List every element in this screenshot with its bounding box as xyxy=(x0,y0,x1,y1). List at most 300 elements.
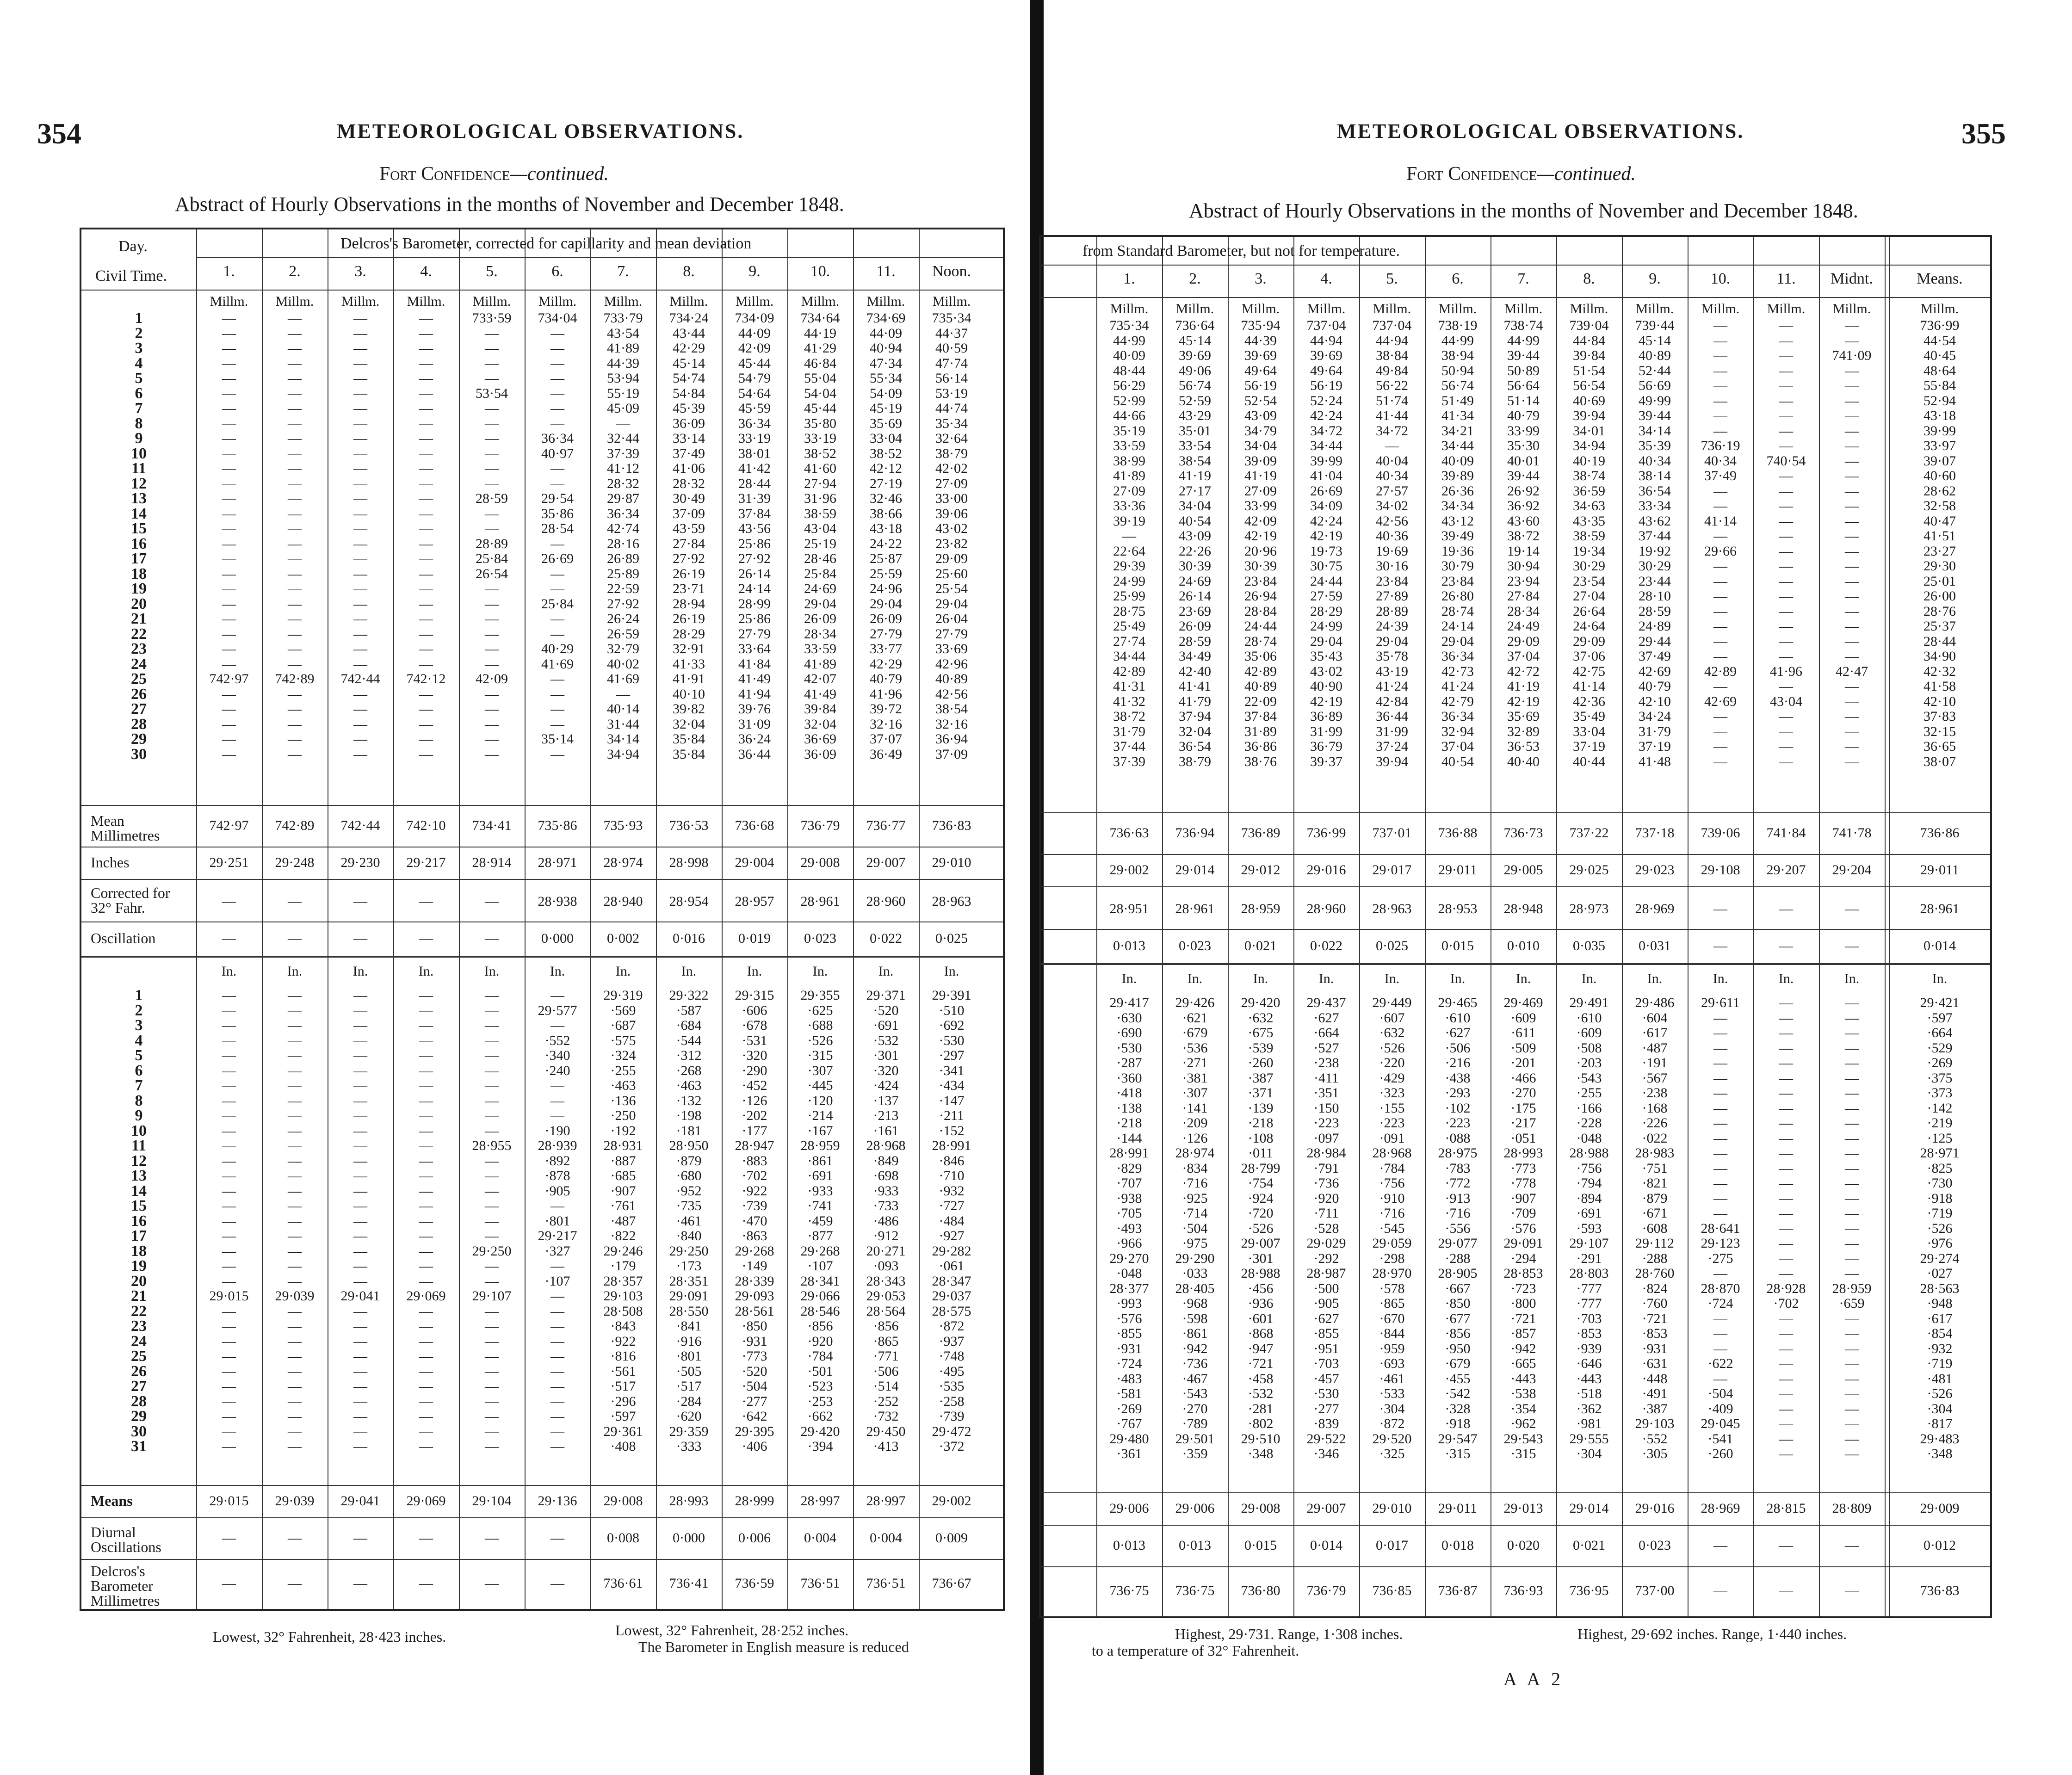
left-span-header: Delcros's Barometer, corrected for capillarity and mean deviation xyxy=(340,235,752,252)
summary-value: 28·953 xyxy=(1438,901,1478,916)
summary-value: — xyxy=(222,931,236,946)
label-mean-mm: Mean Millimetres xyxy=(91,812,160,844)
summary-value: 28·963 xyxy=(1372,901,1412,916)
day-column-dec: 1 2 3 4 5 6 7 8 9 10 11 12 13 14 15 16 17 18 19 20 21 22 23 24 25 26 27 28 29 30 31 xyxy=(131,987,147,1455)
data-column: 29·315 ·606 ·678 ·531 ·320 ·290 ·452 ·126 ·202 ·177 28·947 ·883 ·702 ·922 ·739 ·470 ·863 29·268 ·149 28·339 29·093 28·561 ·850 ·931 ·773 ·520 ·504 ·277 ·642 29·395 ·406 xyxy=(735,988,774,1454)
summary-value: 29·010 xyxy=(932,855,971,870)
summary-value: 0·021 xyxy=(1244,938,1277,953)
summary-value: 29·041 xyxy=(340,1493,380,1509)
summary-value: — xyxy=(419,931,433,946)
unit-label: Millm. xyxy=(1110,301,1149,316)
summary-value: 29·069 xyxy=(406,1493,446,1509)
data-column: 738·74 44·99 39·44 50·89 56·64 51·14 40·79 33·99 35·30 40·01 39·44 26·92 36·92 43·60 38·72 19·14 30·94 23·94 27·84 28·34 24·49 29·09 37·04 42·72 41·19 42·19 35·69 32·89 36·53 40·40 xyxy=(1503,318,1543,769)
summary-value: 29·104 xyxy=(472,1493,512,1509)
unit-label: Millm. xyxy=(1767,301,1806,316)
summary-value: 28·997 xyxy=(866,1493,906,1509)
summary-value: 28·940 xyxy=(603,894,643,909)
data-column: 735·94 44·39 39·69 49·64 56·19 52·54 43·09 34·79 34·04 39·09 41·19 27·09 33·99 42·09 42·19 20·96 30·39 23·84 26·94 28·84 24·44 28·74 35·06 42·89 40·89 22·09 37·84 31·89 36·86 38·76 xyxy=(1241,318,1280,769)
data-column: 29·611 — — — — — — — — — — — — — — 28·641 29·123 ·275 — 28·870 ·724 — — — ·622 — ·504 ·409 29·045 ·541 ·260 xyxy=(1701,995,1740,1461)
summary-value: 29·008 xyxy=(603,1493,643,1509)
summary-value: 28·959 xyxy=(1241,901,1280,916)
unit-label: Millm. xyxy=(472,294,511,309)
unit-label: Millm. xyxy=(604,294,643,309)
unit-label: In. xyxy=(878,964,894,979)
data-column: — — — — — — — — — — — — — — — — — — — — 29·069 — — — — — — — — — — xyxy=(406,988,446,1454)
summary-value: 736·79 xyxy=(800,818,840,833)
summary-value: 29·014 xyxy=(1175,862,1215,878)
summary-value: 736·83 xyxy=(1920,1583,1960,1598)
summary-value: 736·86 xyxy=(1920,825,1960,841)
unit-label: Millm. xyxy=(735,294,774,309)
unit-label: Millm. xyxy=(1701,301,1740,316)
summary-value: 0·021 xyxy=(1573,1538,1605,1553)
summary-value: 736·87 xyxy=(1438,1583,1478,1598)
summary-value: 736·63 xyxy=(1109,825,1149,841)
summary-value: — xyxy=(1779,1583,1793,1598)
summary-value: 29·011 xyxy=(1438,1501,1477,1516)
hour-header: 3. xyxy=(354,263,366,280)
data-column: 735·34 44·37 40·59 47·74 56·14 53·19 44·74 35·34 32·64 38·79 42·02 27·09 33·00 39·06 43·02 23·82 29·09 25·60 25·54 29·04 26·04 27·79 33·69 42·96 40·89 42·56 38·54 32·16 36·94 37·09 xyxy=(932,310,971,762)
summary-value: — xyxy=(1845,938,1859,953)
summary-value: — xyxy=(222,1530,236,1546)
summary-value: 0·004 xyxy=(804,1530,836,1546)
summary-value: 0·031 xyxy=(1639,938,1671,953)
summary-value: 736·59 xyxy=(735,1576,774,1591)
unit-label: In. xyxy=(681,964,697,979)
unit-label: In. xyxy=(550,964,565,979)
summary-value: 742·44 xyxy=(340,818,380,833)
summary-value: — xyxy=(288,931,302,946)
unit-label: Millm. xyxy=(1175,301,1214,316)
hour-header: 2. xyxy=(1189,270,1201,287)
data-column: 733·79 43·54 41·89 44·39 53·94 55·19 45·09 — 32·44 37·39 41·12 28·32 29·87 36·34 42·74 28·16 26·89 25·89 22·59 27·92 26·24 26·59 32·79 40·02 41·69 — 40·14 31·44 34·14 34·94 xyxy=(603,310,643,762)
data-column: 29·426 ·621 ·679 ·536 ·271 ·381 ·307 ·141 ·209 ·126 28·974 ·834 ·716 ·925 ·714 ·504 ·975 29·290 ·033 28·405 ·968 ·598 ·861 ·942 ·736 ·467 ·543 ·270 ·789 29·501 ·359 xyxy=(1175,995,1215,1461)
summary-value: — xyxy=(485,894,499,909)
summary-value: 28·969 xyxy=(1635,901,1675,916)
summary-value: 29·207 xyxy=(1766,862,1806,878)
footnote-left-c: The Barometer in English measure is reduced xyxy=(638,1639,909,1655)
data-column: — — — — — — — — — — — — — — — — — — — — — — — — 742·12 — — — — — xyxy=(406,310,446,762)
summary-value: 737·18 xyxy=(1635,825,1675,841)
summary-value: 28·961 xyxy=(1175,901,1215,916)
summary-value: 28·999 xyxy=(735,1493,774,1509)
page-number-left: 354 xyxy=(37,117,81,150)
summary-value: 736·85 xyxy=(1372,1583,1412,1598)
summary-value: 29·004 xyxy=(735,855,774,870)
unit-label: Millm. xyxy=(538,294,577,309)
label-diurnal: Diurnal Oscillations xyxy=(91,1524,161,1555)
summary-value: 736·83 xyxy=(932,818,971,833)
summary-value: 28·948 xyxy=(1503,901,1543,916)
summary-value: 28·971 xyxy=(538,855,577,870)
hour-header: 10. xyxy=(1710,270,1731,287)
summary-value: 736·75 xyxy=(1109,1583,1149,1598)
summary-value: 28·974 xyxy=(603,855,643,870)
summary-value: — xyxy=(419,1530,433,1546)
right-table xyxy=(1039,235,1992,1618)
summary-value: 736·53 xyxy=(669,818,709,833)
unit-label: Millm. xyxy=(1920,301,1959,316)
unit-label: In. xyxy=(1253,971,1268,986)
summary-value: 0·014 xyxy=(1310,1538,1342,1553)
summary-value: 29·011 xyxy=(1438,862,1477,878)
unit-label: Millm. xyxy=(1504,301,1543,316)
summary-value: 736·88 xyxy=(1438,825,1478,841)
summary-value: 29·013 xyxy=(1503,1501,1543,1516)
summary-value: 0·023 xyxy=(1639,1538,1671,1553)
label-means: Means xyxy=(91,1492,133,1509)
summary-value: 28·960 xyxy=(1306,901,1346,916)
unit-label: Millm. xyxy=(1570,301,1608,316)
data-column: 29·391 ·510 ·692 ·530 ·297 ·341 ·434 ·147 ·211 ·152 28·991 ·846 ·710 ·932 ·727 ·484 ·927 29·282 ·061 28·347 29·037 28·575 ·872 ·937 ·748 ·495 ·535 ·258 ·739 29·472 ·372 xyxy=(932,988,971,1454)
summary-value: — xyxy=(288,1576,302,1591)
abstract-title-left: Abstract of Hourly Observations in the months of November and December 1848. xyxy=(175,193,844,216)
summary-value: — xyxy=(419,894,433,909)
summary-value: 736·80 xyxy=(1241,1583,1280,1598)
hour-header: 5. xyxy=(486,263,498,280)
summary-value: 734·41 xyxy=(472,818,512,833)
data-column: — — — — — — — — — — — — — — — — — — — — — — — — 742·97 — — — — — xyxy=(209,310,249,762)
unit-label: Millm. xyxy=(341,294,380,309)
summary-value: 29·039 xyxy=(275,1493,315,1509)
hour-header: 8. xyxy=(1583,270,1595,287)
unit-label: Millm. xyxy=(1635,301,1674,316)
data-column: 736·64 45·14 39·69 49·06 56·74 52·59 43·29 35·01 33·54 38·54 41·19 27·17 34·04 40·54 43·09 22·26 30·39 24·69 26·14 23·69 26·09 28·59 34·49 42·40 41·41 41·79 37·94 32·04 36·54 38·79 xyxy=(1175,318,1215,769)
footnote-right-b: to a temperature of 32° Fahrenheit. xyxy=(1092,1642,1299,1659)
summary-value: 736·77 xyxy=(866,818,906,833)
summary-value: 736·94 xyxy=(1175,825,1215,841)
unit-label: In. xyxy=(484,964,500,979)
day-column-nov: 1 2 3 4 5 6 7 8 9 10 11 12 13 14 15 16 17 18 19 20 21 22 23 24 25 26 27 28 29 30 xyxy=(131,309,147,763)
data-column: 29·437 ·627 ·664 ·527 ·238 ·411 ·351 ·150 ·223 ·097 28·984 ·791 ·736 ·920 ·711 ·528 29·029 ·292 28·987 ·500 ·905 ·627 ·855 ·951 ·703 ·457 ·530 ·277 ·839 29·522 ·346 xyxy=(1306,995,1346,1461)
summary-value: 0·013 xyxy=(1113,938,1145,953)
footnote-left-a: Lowest, 32° Fahrenheit, 28·423 inches. xyxy=(213,1628,446,1645)
data-column: — — — — — — — — — — — — — — — — — — — 28·959 ·659 — — — — — — — — — — xyxy=(1832,995,1872,1461)
summary-value: 741·78 xyxy=(1832,825,1872,841)
summary-value: 0·013 xyxy=(1113,1538,1145,1553)
summary-value: — xyxy=(1779,1538,1793,1553)
summary-value: 28·809 xyxy=(1832,1501,1872,1516)
hour-header: 8. xyxy=(683,263,695,280)
summary-value: 736·93 xyxy=(1503,1583,1543,1598)
unit-label: In. xyxy=(287,964,303,979)
unit-label: In. xyxy=(221,964,237,979)
summary-value: 28·961 xyxy=(800,894,840,909)
data-column: 29·322 ·587 ·684 ·544 ·312 ·268 ·463 ·132 ·198 ·181 28·950 ·879 ·680 ·952 ·735 ·461 ·840 29·250 ·173 28·351 29·091 28·550 ·841 ·916 ·801 ·505 ·517 ·284 ·620 29·359 ·333 xyxy=(669,988,709,1454)
summary-value: 0·016 xyxy=(673,931,705,946)
summary-value: 736·75 xyxy=(1175,1583,1215,1598)
summary-value: — xyxy=(419,1576,433,1591)
summary-value: 0·009 xyxy=(935,1530,968,1546)
summary-value: — xyxy=(353,894,367,909)
subtitle-left: Fort Confidence—continued. xyxy=(379,163,609,185)
unit-label: In. xyxy=(1778,971,1794,986)
civil-time-header: Civil Time. xyxy=(95,267,167,284)
summary-value: — xyxy=(1845,901,1859,916)
summary-value: 29·108 xyxy=(1701,862,1740,878)
running-head-left: METEOROLOGICAL OBSERVATIONS. xyxy=(337,120,744,142)
summary-value: 28·954 xyxy=(669,894,709,909)
label-inches: Inches xyxy=(91,854,130,871)
summary-value: 29·017 xyxy=(1372,862,1412,878)
summary-value: 736·79 xyxy=(1306,1583,1346,1598)
summary-value: — xyxy=(222,894,236,909)
summary-value: 28·938 xyxy=(538,894,577,909)
summary-value: 28·951 xyxy=(1109,901,1149,916)
summary-value: 0·015 xyxy=(1244,1538,1277,1553)
unit-label: In. xyxy=(1384,971,1400,986)
summary-value: 28·960 xyxy=(866,894,906,909)
unit-label: In. xyxy=(812,964,828,979)
unit-label: Millm. xyxy=(275,294,314,309)
data-column: 29·420 ·632 ·675 ·539 ·260 ·387 ·371 ·139 ·218 ·108 ·011 28·799 ·754 ·924 ·720 ·526 29·007 ·301 28·988 ·456 ·936 ·601 ·868 ·947 ·721 ·458 ·532 ·281 ·802 29·510 ·348 xyxy=(1241,995,1280,1461)
summary-value: 736·41 xyxy=(669,1576,709,1591)
data-column: 29·469 ·609 ·611 ·509 ·201 ·466 ·270 ·175 ·217 ·051 28·993 ·773 ·778 ·907 ·709 ·576 29·091 ·294 28·853 ·723 ·800 ·721 ·857 ·942 ·665 ·443 ·538 ·354 ·962 29·543 ·315 xyxy=(1503,995,1543,1461)
summary-value: 29·009 xyxy=(1920,1501,1960,1516)
summary-value: 28·957 xyxy=(735,894,774,909)
unit-label: In. xyxy=(747,964,762,979)
data-column: — — — — — — — — — — — — — — — — — — — — 29·041 — — — — — — — — — — xyxy=(340,988,380,1454)
hour-header: 3. xyxy=(1255,270,1267,287)
summary-value: — xyxy=(1713,901,1727,916)
hour-header: 11. xyxy=(876,263,896,280)
day-header: Day. xyxy=(118,238,148,255)
unit-label: Millm. xyxy=(801,294,840,309)
summary-value: 736·51 xyxy=(800,1576,840,1591)
hour-header: Noon. xyxy=(932,263,971,280)
data-column: — — 741·09 — — — — — — — — — — — — — — — — — — — — 42·47 — — — — — — xyxy=(1832,318,1872,769)
summary-value: 29·002 xyxy=(1109,862,1149,878)
summary-value: — xyxy=(550,1530,564,1546)
summary-value: 0·006 xyxy=(738,1530,771,1546)
summary-value: 0·014 xyxy=(1924,938,1956,953)
data-column: 29·417 ·630 ·690 ·530 ·287 ·360 ·418 ·138 ·218 ·144 28·991 ·829 ·707 ·938 ·705 ·493 ·966 29·270 ·048 28·377 ·993 ·576 ·855 ·931 ·724 ·483 ·581 ·269 ·767 29·480 ·361 xyxy=(1109,995,1149,1461)
data-column: 739·04 44·84 39·84 51·54 56·54 40·69 39·94 34·01 34·94 40·19 38·74 36·59 34·63 43·35 38·59 19·34 30·29 23·54 27·04 26·64 24·64 29·09 37·06 42·75 41·14 42·36 35·49 33·04 37·19 40·44 xyxy=(1569,318,1609,769)
data-column: — — — — — — — — — — 28·955 — — — — — — 29·250 — — 29·107 — — — — — — — — — — xyxy=(472,988,512,1454)
summary-value: 736·51 xyxy=(866,1576,906,1591)
unit-label: Millm. xyxy=(1307,301,1346,316)
summary-value: — xyxy=(550,1576,564,1591)
summary-value: 28·815 xyxy=(1766,1501,1806,1516)
summary-value: 28·973 xyxy=(1569,901,1609,916)
summary-value: — xyxy=(1845,1583,1859,1598)
summary-value: 0·015 xyxy=(1441,938,1474,953)
data-column: 29·355 ·625 ·688 ·526 ·315 ·307 ·445 ·120 ·214 ·167 28·959 ·861 ·691 ·933 ·741 ·459 ·877 29·268 ·107 28·341 29·066 28·546 ·856 ·920 ·784 ·501 ·523 ·253 ·662 29·420 ·394 xyxy=(800,988,840,1454)
summary-value: — xyxy=(353,931,367,946)
unit-label: Millm. xyxy=(866,294,905,309)
summary-value: 0·025 xyxy=(1376,938,1408,953)
data-column: 29·421 ·597 ·664 ·529 ·269 ·375 ·373 ·142 ·219 ·125 28·971 ·825 ·730 ·918 ·719 ·526 ·976 29·274 ·027 28·563 ·948 ·617 ·854 ·932 ·719 ·481 ·526 ·304 ·817 29·483 ·348 xyxy=(1920,995,1960,1461)
data-column: 29·371 ·520 ·691 ·532 ·301 ·320 ·424 ·137 ·213 ·161 28·968 ·849 ·698 ·933 ·733 ·486 ·912 20·271 ·093 28·343 29·053 28·564 ·856 ·865 ·771 ·506 ·514 ·252 ·732 29·450 ·413 xyxy=(866,988,906,1454)
summary-value: 29·007 xyxy=(866,855,906,870)
data-column: 29·486 ·604 ·617 ·487 ·191 ·567 ·238 ·168 ·226 ·022 28·983 ·751 ·821 ·879 ·671 ·608 29·112 ·288 28·760 ·824 ·760 ·721 ·853 ·931 ·631 ·448 ·491 ·387 29·103 ·552 ·305 xyxy=(1635,995,1675,1461)
summary-value: 29·008 xyxy=(800,855,840,870)
hour-header: Means. xyxy=(1917,270,1963,287)
unit-label: In. xyxy=(1318,971,1334,986)
summary-value: 0·022 xyxy=(870,931,902,946)
unit-label: Millm. xyxy=(1438,301,1477,316)
hour-header: 4. xyxy=(420,263,432,280)
summary-value: — xyxy=(1845,1538,1859,1553)
data-column: — 29·577 — ·552 ·340 ·240 — — — ·190 28·939 ·892 ·878 ·905 — ·801 29·217 ·327 — ·107 — — — — — — — — — — — xyxy=(538,988,577,1454)
unit-label: In. xyxy=(1844,971,1860,986)
summary-value: 28·969 xyxy=(1701,1501,1740,1516)
data-column: 733·59 — — — — 53·54 — — — — — — 28·59 — — 28·89 25·84 26·54 — — — — — — 42·09 — — — — — xyxy=(472,310,512,762)
summary-value: 0·010 xyxy=(1507,938,1540,953)
data-column: — — — — — — — — — — — — — — — — — — — 28·928 ·702 — — — — — — — — — — xyxy=(1766,995,1806,1461)
data-column: 29·319 ·569 ·687 ·575 ·324 ·255 ·463 ·136 ·250 ·192 28·931 ·887 ·685 ·907 ·761 ·487 ·822 29·246 ·179 28·357 29·103 28·508 ·843 ·922 ·816 ·561 ·517 ·296 ·597 29·361 ·408 xyxy=(603,988,643,1454)
summary-value: 29·015 xyxy=(209,1493,249,1509)
unit-label: Millm. xyxy=(407,294,445,309)
unit-label: In. xyxy=(1932,971,1948,986)
right-span-header: from Standard Barometer, but not for temperature. xyxy=(1082,242,1400,260)
footnote-left-b: Lowest, 32° Fahrenheit, 28·252 inches. xyxy=(615,1622,849,1639)
unit-label: Millm. xyxy=(932,294,971,309)
summary-value: 0·013 xyxy=(1179,1538,1211,1553)
summary-value: 736·89 xyxy=(1241,825,1280,841)
summary-value: 0·004 xyxy=(870,1530,902,1546)
unit-label: In. xyxy=(1647,971,1663,986)
summary-value: 739·06 xyxy=(1701,825,1740,841)
unit-label: Millm. xyxy=(210,294,248,309)
left-table xyxy=(80,228,1005,1611)
data-column: 29·465 ·610 ·627 ·506 ·216 ·438 ·293 ·102 ·223 ·088 28·975 ·783 ·772 ·913 ·716 ·556 29·077 ·288 28·905 ·667 ·850 ·677 ·856 ·950 ·679 ·455 ·542 ·328 ·918 29·547 ·315 xyxy=(1438,995,1478,1461)
data-column: 734·24 43·44 42·29 45·14 54·74 54·84 45·39 36·09 33·14 37·49 41·06 28·32 30·49 37·09 43·59 27·84 27·92 26·19 23·71 28·94 26·19 28·29 32·91 41·33 41·91 40·10 39·82 32·04 35·84 35·84 xyxy=(669,310,709,762)
data-column: 736·99 44·54 40·45 48·64 55·84 52·94 43·18 39·99 33·97 39·07 40·60 28·62 32·58 40·47 41·51 23·27 29·30 25·01 26·00 28·76 25·37 28·44 34·90 42·32 41·58 42·10 37·83 32·15 36·65 38·07 xyxy=(1920,318,1960,769)
hour-header: 9. xyxy=(1649,270,1661,287)
summary-value: 735·86 xyxy=(538,818,577,833)
summary-value: 29·010 xyxy=(1372,1501,1412,1516)
unit-label: Millm. xyxy=(1241,301,1280,316)
summary-value: 0·035 xyxy=(1573,938,1605,953)
data-column: 734·04 — — — — — — — 36·34 40·97 — — 29·54 35·86 28·54 — 26·69 — — 25·84 — — 40·29 41·69 — — — — 35·14 — xyxy=(538,310,577,762)
summary-value: 737·01 xyxy=(1372,825,1412,841)
data-column: 739·44 45·14 40·89 52·44 56·69 49·99 39·44 34·14 35·39 40·34 38·14 36·54 33·34 43·62 37·44 19·92 30·29 23·44 28·10 28·59 24·89 29·44 37·49 42·69 40·79 42·10 34·24 31·79 37·19 41·48 xyxy=(1635,318,1675,769)
summary-value: 736·61 xyxy=(603,1576,643,1591)
data-column: 738·19 44·99 38·94 50·94 56·74 51·49 41·34 34·21 34·44 40·09 39·89 26·36 34·34 43·12 39·49 19·36 30·79 23·84 26·80 28·74 24·14 29·04 36·34 42·73 41·24 42·79 36·34 32·94 37·04 40·54 xyxy=(1438,318,1478,769)
footnote-right-c: Highest, 29·692 inches. Range, 1·440 inches. xyxy=(1577,1626,1847,1642)
summary-value: 29·251 xyxy=(209,855,249,870)
unit-label: In. xyxy=(1515,971,1531,986)
summary-value: 0·008 xyxy=(607,1530,639,1546)
summary-value: 29·008 xyxy=(1241,1501,1280,1516)
summary-value: 29·002 xyxy=(932,1493,971,1509)
summary-value: 0·002 xyxy=(607,931,639,946)
summary-value: 28·961 xyxy=(1920,901,1960,916)
data-column: — — — — — — — — — — — — — — — — — — — — 29·015 — — — — — — — — — — xyxy=(209,988,249,1454)
summary-value: 0·019 xyxy=(738,931,771,946)
summary-value: 29·011 xyxy=(1920,862,1959,878)
data-column: — — — — — — — — — — — — — — — — — — — — 29·039 — — — — — — — — — — xyxy=(275,988,315,1454)
summary-value: — xyxy=(353,1576,367,1591)
summary-value: — xyxy=(288,894,302,909)
data-column: 29·491 ·610 ·609 ·508 ·203 ·543 ·255 ·166 ·228 ·048 28·988 ·756 ·794 ·894 ·691 ·593 29·107 ·291 28·803 ·777 ·777 ·703 ·853 ·939 ·646 ·443 ·518 ·362 ·981 29·555 ·304 xyxy=(1569,995,1609,1461)
abstract-title-right: Abstract of Hourly Observations in the months of November and December 1848. xyxy=(1189,199,1858,222)
unit-label: In. xyxy=(1121,971,1137,986)
summary-value: 737·00 xyxy=(1635,1583,1675,1598)
summary-value: 736·67 xyxy=(932,1576,971,1591)
unit-label: In. xyxy=(1450,971,1466,986)
summary-value: 0·023 xyxy=(1179,938,1211,953)
label-oscillation: Oscillation xyxy=(91,930,156,946)
summary-value: 28·993 xyxy=(669,1493,709,1509)
unit-label: In. xyxy=(353,964,368,979)
data-column: 734·09 44·09 42·09 45·44 54·79 54·64 45·59 36·34 33·19 38·01 41·42 28·44 31·39 37·84 43·56 25·86 27·92 26·14 24·14 28·99 25·86 27·79 33·64 41·84 41·49 41·94 39·76 31·09 36·24 36·44 xyxy=(735,310,774,762)
hour-header: 10. xyxy=(810,263,830,280)
hour-header: Midnt. xyxy=(1831,270,1873,287)
summary-value: 0·012 xyxy=(1924,1538,1956,1553)
summary-value: 28·914 xyxy=(472,855,512,870)
summary-value: 29·005 xyxy=(1503,862,1543,878)
summary-value: 29·012 xyxy=(1241,862,1280,878)
hour-header: 1. xyxy=(1123,270,1135,287)
summary-value: — xyxy=(1779,901,1793,916)
summary-value: — xyxy=(288,1530,302,1546)
summary-value: 737·22 xyxy=(1569,825,1609,841)
summary-value: 0·020 xyxy=(1507,1538,1540,1553)
data-column: 737·04 44·94 38·84 49·84 56·22 51·74 41·44 34·72 — 40·04 40·34 27·57 34·02 42·56 40·36 19·69 30·16 23·84 27·89 28·89 24·39 29·04 35·78 43·19 41·24 42·84 36·44 31·99 37·24 39·94 xyxy=(1372,318,1412,769)
right-page xyxy=(1036,0,2072,1775)
hour-header: 2. xyxy=(289,263,301,280)
summary-value: 29·136 xyxy=(538,1493,577,1509)
summary-value: — xyxy=(1713,1583,1727,1598)
hour-header: 6. xyxy=(1452,270,1464,287)
summary-value: 29·023 xyxy=(1635,862,1675,878)
hour-header: 5. xyxy=(1386,270,1398,287)
unit-label: Millm. xyxy=(1832,301,1871,316)
signature-mark: A A 2 xyxy=(1503,1669,1565,1689)
unit-label: Millm. xyxy=(669,294,708,309)
page-number-right: 355 xyxy=(1961,117,2006,150)
summary-value: — xyxy=(1713,938,1727,953)
data-column: — — — — — — — — — — — — — — — — — — — — — — — — 742·44 — — — — — xyxy=(340,310,380,762)
data-column: 734·69 44·09 40·94 47·34 55·34 54·09 45·19 35·69 33·04 38·52 42·12 27·19 32·46 38·66 43·18 24·22 25·87 25·59 24·96 29·04 26·09 27·79 33·77 42·29 40·79 41·96 39·72 32·16 37·07 36·49 xyxy=(866,310,906,762)
data-column: — — — — — — — — — — — — — — — — — — — — — — — — 742·89 — — — — — xyxy=(275,310,315,762)
summary-value: 29·230 xyxy=(340,855,380,870)
data-column: 29·449 ·607 ·632 ·526 ·220 ·429 ·323 ·155 ·223 ·091 28·968 ·784 ·756 ·910 ·716 ·545 29·059 ·298 28·970 ·578 ·865 ·670 ·844 ·959 ·693 ·461 ·533 ·304 ·872 29·520 ·325 xyxy=(1372,995,1412,1461)
summary-value: 29·016 xyxy=(1306,862,1346,878)
hour-header: 1. xyxy=(223,263,235,280)
summary-value: — xyxy=(485,1576,499,1591)
unit-label: In. xyxy=(1713,971,1728,986)
summary-value: 736·95 xyxy=(1569,1583,1609,1598)
summary-value: — xyxy=(485,1530,499,1546)
summary-value: — xyxy=(353,1530,367,1546)
summary-value: — xyxy=(1779,938,1793,953)
summary-value: 0·018 xyxy=(1441,1538,1474,1553)
summary-value: 742·97 xyxy=(209,818,249,833)
summary-value: 0·000 xyxy=(673,1530,705,1546)
summary-value: 742·10 xyxy=(406,818,446,833)
label-delcros: Delcros's Barometer Millimetres xyxy=(91,1563,160,1609)
unit-label: In. xyxy=(1581,971,1597,986)
summary-value: 0·025 xyxy=(935,931,968,946)
unit-label: Millm. xyxy=(1373,301,1411,316)
hour-header: 7. xyxy=(1517,270,1529,287)
running-head-right: METEOROLOGICAL OBSERVATIONS. xyxy=(1337,120,1744,142)
summary-value: 735·93 xyxy=(603,818,643,833)
data-column: 735·34 44·99 40·09 48·44 56·29 52·99 44·66 35·19 33·59 38·99 41·89 27·09 33·36 39·19 — 22·64 29·39 24·99 25·99 28·75 25·49 27·74 34·44 42·89 41·31 41·32 38·72 31·79 37·44 37·39 xyxy=(1109,318,1149,769)
summary-value: 28·963 xyxy=(932,894,971,909)
summary-value: 29·025 xyxy=(1569,862,1609,878)
summary-value: 29·217 xyxy=(406,855,446,870)
summary-value: 29·016 xyxy=(1635,1501,1675,1516)
unit-label: In. xyxy=(418,964,434,979)
hour-header: 7. xyxy=(617,263,629,280)
summary-value: 29·248 xyxy=(275,855,315,870)
hour-header: 4. xyxy=(1320,270,1332,287)
hour-header: 9. xyxy=(748,263,761,280)
